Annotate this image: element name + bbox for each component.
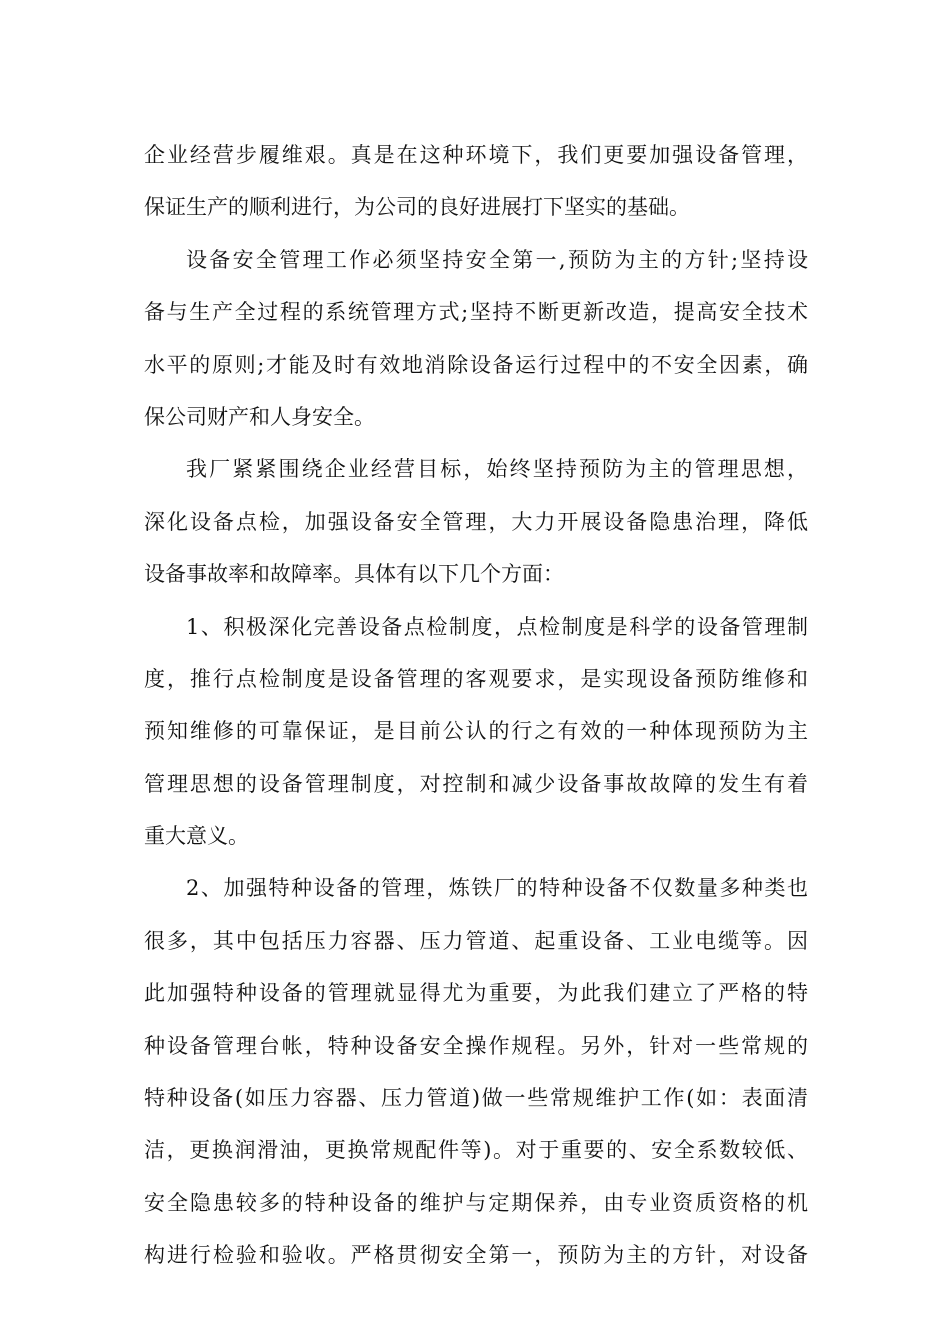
text-line: 企业经营步履维艰。真是在这种环境下，我们更要加强设备管理， (144, 143, 808, 167)
text-line: 保公司财产和人身安全。 (144, 404, 375, 429)
text-line: 洁，更换润滑油，更换常规配件等)。对于重要的、安全系数较低、 (144, 1138, 808, 1163)
text-line: 安全隐患较多的特种设备的维护与定期保养，由专业资质资格的机 (144, 1190, 808, 1215)
text-line: 预知维修的可靠保证，是目前公认的行之有效的一种体现预防为主 (144, 719, 808, 744)
document-body (144, 129, 808, 1282)
text-line: 特种设备(如压力容器、压力管道)做一些常规维护工作(如：表面清 (144, 1086, 808, 1111)
text-line: 管理思想的设备管理制度，对控制和减少设备事故故障的发生有着 (144, 771, 808, 796)
text-line: 构进行检验和验收。严格贯彻安全第一，预防为主的方针，对设备 (144, 1243, 808, 1268)
text-line: 保证生产的顺利进行，为公司的良好进展打下坚实的基础。 (144, 195, 690, 220)
text-line: 1、积极深化完善设备点检制度，点检制度是科学的设备管理制 (186, 614, 808, 639)
text-line: 设备事故率和故障率。具体有以下几个方面： (144, 562, 564, 587)
text-line: 2、加强特种设备的管理，炼铁厂的特种设备不仅数量多种类也 (186, 876, 808, 901)
text-line: 深化设备点检，加强设备安全管理，大力开展设备隐患治理，降低 (144, 509, 808, 534)
text-line: 重大意义。 (144, 824, 249, 849)
text-line: 我厂紧紧围绕企业经营目标，始终坚持预防为主的管理思想， (186, 457, 808, 482)
text-line: 备与生产全过程的系统管理方式;坚持不断更新改造，提高安全技术 (144, 300, 808, 325)
text-line: 设备安全管理工作必须坚持安全第一,预防为主的方针;坚持设 (186, 247, 808, 272)
text-line: 此加强特种设备的管理就显得尤为重要，为此我们建立了严格的特 (144, 981, 808, 1006)
text-line: 度，推行点检制度是设备管理的客观要求，是实现设备预防维修和 (144, 666, 808, 691)
text-line: 种设备管理台帐，特种设备安全操作规程。另外，针对一些常规的 (144, 1033, 808, 1058)
text-line: 很多，其中包括压力容器、压力管道、起重设备、工业电缆等。因 (144, 928, 808, 953)
text-line: 水平的原则;才能及时有效地消除设备运行过程中的不安全因素，确 (144, 352, 808, 377)
